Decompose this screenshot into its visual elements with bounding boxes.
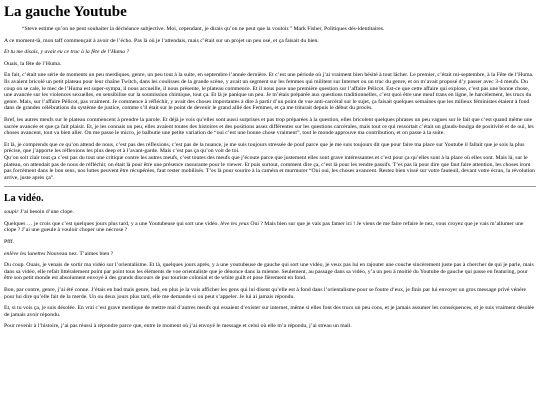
stage-direction-1 [4,209,536,216]
page-title: La gauche Youtube [4,4,127,20]
stage-direction-label: soupir [4,209,19,216]
stage-direction-label: enlève les lunettes [4,250,46,257]
paragraph-histoire: Pour revenir à l’histoire, j’ai pas réussi à répondre parce que, entre le moment où j’ai envoyé le message et celui où elle m’a répondu, j’ai streau un mail. [4,323,352,330]
question-text: Et tu me disais, y avait eu ce truc à la fête de l’Huma ? [4,49,130,56]
paragraph-huma: Ouais, la fête de l’Huma. [4,60,62,67]
stage-direction-2 [4,251,536,258]
paragraph-clope-italic: lève les yeux [220,220,249,227]
section-heading-video: La vidéo. [4,193,44,205]
stage-direction-text: J’ai besoin d’une clope. [18,209,74,216]
article [0,4,540,330]
paragraph-bref: Bref, les autres meufs sur le plateau commencent à prendre la parole. Et déjà je vois qu’elles sont aussi surprises et pas trop préparées à la question, elles bricolent quelques phrases un peu vagues sur le fait que c’est quand même une sacrée avancée et que ça fait plaisir. Et, je les connais un peu, elles avaient toutes des histoires et des positions assez différentes sur les questions carcérales, mais tout ce qui ressortait c’était un glauds-boulga de positivité et de oui, les choses avancent, tout va bien aller. On me passe le micro, je balbutie une petite variation de “oui c’est une bonne chose vraiment”, tout le monde approuve ma contribution, et on passe à la suite. [4,116,534,137]
paragraph-conne: Bon, par contre, genre, j’ai été conne. J’étais en bad mais genre, bad, en plus je la vois afficher les gens qui lui disent qu’elle est à fond dans l’orientalisme pour se foutre d’eux, je finis par lui envoyer un gros message privé vénère pour lui dire qu’elle fait de la merde. Un ou deux jours plus tard, elle me demande si on peut s’appeler. Je lui ai jamais répondu. [4,287,527,300]
interviewer-question [4,49,536,56]
paragraph-orientalisme: Du coup. Ouais, je venais de sortir ma vidéo sur l’orientalisme. Et là, quelques jours après, y a une youtubeuse de gauche qui sort une vidéo, je veux pas lui en rajouter une couche sincèrement juste pas à chercher de qui je parle, mais dans sa vidéo, elle refait littéralement point par point tous les éléments de voe orientaliste que je dénonce dans la mienne. Seulement, au passage dans sa vidéo, y’a un peu à moitié du Youtube de gauche qui passe en featuring, pour être son petit monde est absolument envoyé à des grands discours de pur touriste colonial et de white guilt et pose fièrement en fond. [4,262,534,282]
section-divider [4,186,536,187]
paragraph-desolee: Et, si tu vois ça, je suis désolée. En vrai c’est grave merdique de mettre mal d’autres meufs qui essaient d’exister sur internet, même si elles font des trucs un peu cons, et je jamais assumer les conséquences, et je suis vraiment désolée de jamais avoir répondu. [4,305,535,318]
paragraph-intro: A ce moment-là, mon taff commençait à avoir de l’écho. Pas là où je l’attendais, mais c’était sur un projet un peu osé, et ça faisait du bien. [4,37,319,44]
paragraph-clope-a: Quelques … je crois que c’est quelques jours plus tard, y a une Youtubeuse qui sort une vidéo. [4,220,221,227]
stage-direction-text: Nouveau nez. T’aimes bien ? [45,250,114,257]
paragraph-pfff: Pfff. [4,239,15,246]
paragraph-reflection: Et là, je comprends que ce qu’on attend de nous, c’est pas des réflexions, c’est pas de la nuance, je me suis toujours stressée de pouf parce que je me suis toujours dit que pour faire ma place sur Youtube il fallait que je sois la plus précise, que j’apporte les réflexions les plus deep et à l’avant-garde. Mais c’est pas ça qu’on voit de toi. Qu’on soit clair tout ça c’est pas du tout une critique contre les autres meufs, c’est toutes des meufs que j’écoute parce que justement elles sont grave intéressantes et c’est pour ça qu’elles sont à la place où elles sont. Mais là, sur le plateau, on attendait pas de nous de réfléchir, on était là pour être une présence rassurante pour le viewer. Et puis surtout, comment dire ça, c’est là pour les rendre passifs. T’es pas là pour dire que faut faire attention, les choses iront pas forcément dans le bon sens, nos luttes peuvent être récupérées, faut rester mobilisés. T’es là pour sourire à la caméra et murmurer “Oui oui, les choses avancent. Restez bien vissé sur votre fauteuil, devant votre écran, la révolution arrive, juste après ça”. [4,141,536,181]
paragraph-clope [4,221,536,234]
epigraph: “Steve estime qu’on ne peut souhaiter la déchéance subjective. Moi, cependant, je dirais qu’on ne peut que la vouloir.” Mark Fisher, Politiques dés-identitaires. [22,26,385,32]
paragraph-story: En fait, c’était une série de moments un peu merdiques, genre, un peu tout à la suite, en septembre l’année dernière. Et c’est une période où j’ai vraiment bien hésité à tout lâcher. Le premier, c’était mi-septembre, à la Fête de l’Huma. Ils avaient bricolé un petit plateau pour leur chaîne Twitch, dans les coulisses de la grande scène, y avait un segment sur les femmes qui militent sur Internet ou un truc du genre, et on m’avait proposé d’y passer avec 3-4 meufs. Du coup on se cale, le mec de l’Huma est super-sympa, il nous accueille, il nous présente, le plateau commence. Et il nous pose une première question sur l’affaire Pélicot. Est-ce que cette affaire qui explose, c’est pas une bonne chose, une avancée sur les violences sexuelles, en sensibilise sur la soumission chimique, tout ça. Et là je panique un peu. Je m’étais préparée aux questions traditionnelles, c’est quoi être une meuf trans en ligne, le harcèlement, les trucs du genre. Mais, sur l’affaire Pélicot, pas vraiment. Je commence à réfléchir, y avait des choses importantes à dire à partir d’un point de vue anti-carcéral sur le sujet, ça faisait quelques semaines que les milieux féministes étaient à fond dans de grandes célébrations du système de justice, comme s’il était sur le point de devenir le grand allié des Femmes, et ça me triturait depuis le début du procès. [4,72,534,112]
paragraph-clope-b: Oui ? Mais bien sur que je vais pas famer ici ! Je viens de me faire refaire le nez, vous croyez que je vais m’allumer une clope ? J’ai une gueule à vouloir choper une nécrose ? [4,220,524,234]
